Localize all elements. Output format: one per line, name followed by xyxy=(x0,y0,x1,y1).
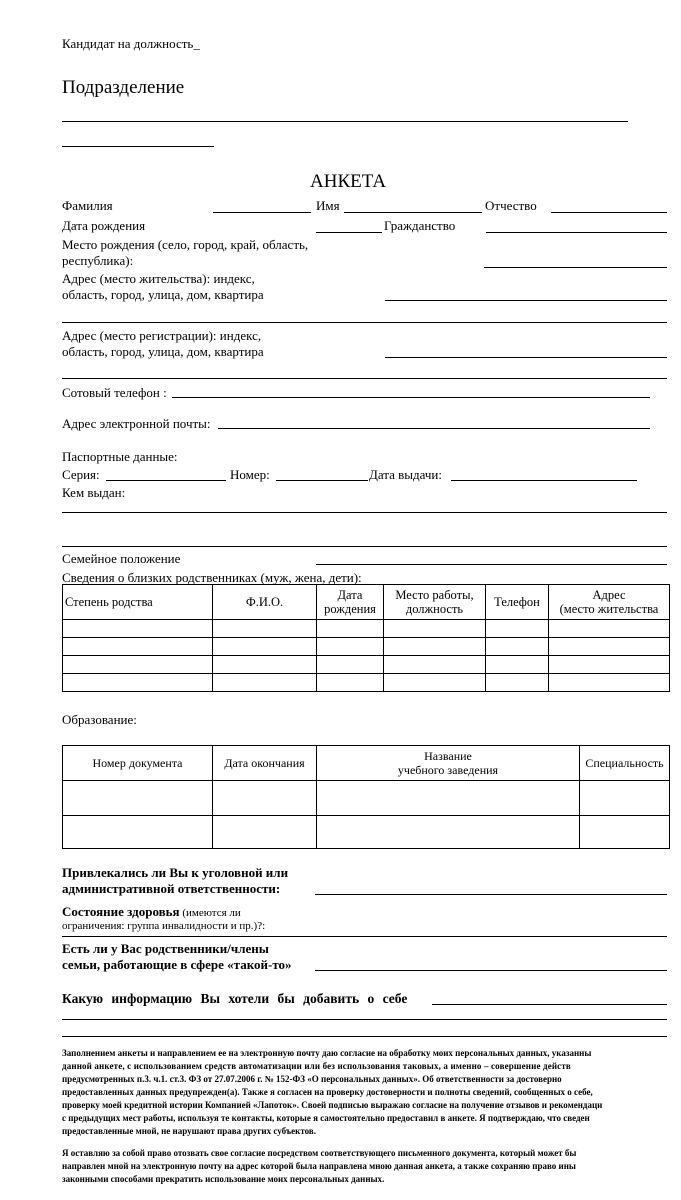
criminal-question-1: Привлекались ли Вы к уголовной или xyxy=(62,865,289,880)
fio-header: Ф.И.О. xyxy=(213,585,317,620)
work-header xyxy=(384,585,486,620)
additional-info-question: Какую информацию Вы хотели бы добавить о себе xyxy=(62,991,408,1006)
table-row[interactable] xyxy=(63,620,670,638)
health-question-1 xyxy=(62,904,241,921)
consent-p1-l6: с предыдущих мест работы, используя те контакты, которые я самостоятельно предоставил в анкете. Я подтверждаю, что сведен xyxy=(62,1113,590,1123)
work-header-line1: Место работы, xyxy=(395,588,474,602)
mobile-phone-field[interactable] xyxy=(172,397,650,398)
relatives-work-question-1: Есть ли у Вас родственники/члены xyxy=(62,941,269,956)
relatives-header-row xyxy=(63,585,670,620)
relation-header: Степень родства xyxy=(63,585,213,620)
consent-p1-l3: предусмотренных п.3. ч.1. ст.3. ФЗ от 27.07.2006 г. № 152-ФЗ «О персональных данных». Об ответственности за достоверно xyxy=(62,1074,562,1084)
birth-place-label-1: Место рождения (село, город, край, область, xyxy=(62,237,309,252)
birth-place-field[interactable] xyxy=(484,267,667,268)
additional-info-field-3[interactable] xyxy=(62,1036,667,1037)
health-answer-field[interactable] xyxy=(62,936,667,937)
registration-field[interactable] xyxy=(385,357,667,358)
additional-info-field-2[interactable] xyxy=(62,1019,667,1020)
education-label: Образование: xyxy=(62,712,137,727)
form-title: АНКЕТА xyxy=(310,171,387,192)
phone-header: Телефон xyxy=(486,585,549,620)
relatives-label: Сведения о близких родственниках (муж, жена, дети): xyxy=(62,570,362,585)
table-row[interactable] xyxy=(63,816,670,849)
registration-label-1: Адрес (место регистрации): индекс, xyxy=(62,328,262,343)
residence-field[interactable] xyxy=(385,300,667,301)
address-header-line1: Адрес xyxy=(592,588,626,602)
residence-label-2: область, город, улица, дом, квартира xyxy=(62,287,264,302)
name-label: Имя xyxy=(316,198,340,213)
birth-date-label: Дата рождения xyxy=(62,218,146,233)
registration-field-2[interactable] xyxy=(62,378,667,379)
issued-by-field[interactable] xyxy=(62,512,667,513)
address-header xyxy=(549,585,670,620)
marital-top-line xyxy=(62,546,667,547)
candidate-position-label: Кандидат на должность_ xyxy=(62,36,200,51)
birth-place-label-2: республика): xyxy=(62,253,134,268)
relatives-work-question-2: семьи, работающие в сфере «такой-то» xyxy=(62,957,292,972)
education-table xyxy=(62,745,670,849)
email-field[interactable] xyxy=(218,428,650,429)
name-field[interactable] xyxy=(344,212,482,213)
email-label: Адрес электронной почты: xyxy=(62,416,211,431)
issue-date-field[interactable] xyxy=(451,480,637,481)
patronymic-label: Отчество xyxy=(485,198,537,213)
birth-date-header xyxy=(317,585,384,620)
health-question-rest: (имеются ли xyxy=(179,907,241,919)
registration-label-2: область, город, улица, дом, квартира xyxy=(62,344,264,359)
institution-header-line2: учебного заведения xyxy=(397,763,499,777)
consent-p1-l1: Заполнением анкеты и направлением ее на электронную почту даю согласие на обработку моих персональных данных, указанны xyxy=(62,1048,592,1058)
table-row[interactable] xyxy=(63,638,670,656)
consent-p2-l2: направлен мной на электронную почту на адрес которой была направлена мною данная анкета, а также сохраняю право ины xyxy=(62,1161,576,1171)
department-field-line[interactable] xyxy=(62,121,628,122)
health-question-2: ограничения: группа инвалидности и пр.)?: xyxy=(62,920,266,932)
consent-p1-l7: предоставленные мной, не нарушают права других субъектов. xyxy=(62,1126,317,1136)
number-label: Номер: xyxy=(230,467,270,482)
number-field[interactable] xyxy=(276,480,368,481)
passport-label: Паспортные данные: xyxy=(62,449,178,464)
residence-label-1: Адрес (место жительства): индекс, xyxy=(62,271,255,286)
issued-by-label: Кем выдан: xyxy=(62,485,126,500)
additional-info-field[interactable] xyxy=(432,1004,667,1005)
marital-status-field[interactable] xyxy=(316,564,667,565)
issue-date-label: Дата выдачи: xyxy=(369,467,443,482)
health-question-bold: Состояние здоровья xyxy=(62,904,180,919)
marital-status-label: Семейное положение xyxy=(62,551,181,566)
consent-p2-l1: Я оставляю за собой право отозвать свое согласие посредством соответствующего письменного документа, который может бы xyxy=(62,1148,577,1158)
citizenship-label: Гражданство xyxy=(384,218,456,233)
department-label: Подразделение xyxy=(62,77,185,98)
department-field-line-2[interactable] xyxy=(62,146,214,147)
series-label: Серия: xyxy=(62,467,100,482)
relatives-table xyxy=(62,584,670,692)
relatives-work-answer-field[interactable] xyxy=(315,970,667,971)
citizenship-field[interactable] xyxy=(486,232,667,233)
doc-number-header: Номер документа xyxy=(63,746,213,781)
table-row[interactable] xyxy=(63,656,670,674)
specialty-header: Специальность xyxy=(580,746,670,781)
birth-header-line1: Дата xyxy=(337,588,363,602)
education-header-row xyxy=(63,746,670,781)
consent-p1-l5: проверку моей кредитной истории Компанией «Лапоток». Своей подписью выражаю согласие на получение отзывов и рекомендаци xyxy=(62,1100,603,1110)
mobile-phone-label: Сотовый телефон : xyxy=(62,385,167,400)
residence-field-2[interactable] xyxy=(62,322,667,323)
table-row[interactable] xyxy=(63,781,670,816)
criminal-answer-field[interactable] xyxy=(315,894,667,895)
institution-header xyxy=(317,746,580,781)
consent-p2-l3: законными способами прекратить использование моих персональных данных. xyxy=(62,1174,385,1184)
surname-field[interactable] xyxy=(213,212,311,213)
address-header-line2: (место жительства xyxy=(559,602,659,616)
patronymic-field[interactable] xyxy=(551,212,667,213)
criminal-question-2: административной ответственности: xyxy=(62,881,281,896)
work-header-line2: должность xyxy=(405,602,464,616)
table-row[interactable] xyxy=(63,674,670,692)
series-field[interactable] xyxy=(106,480,226,481)
surname-label: Фамилия xyxy=(62,198,113,213)
birth-date-field[interactable] xyxy=(316,232,382,233)
end-date-header: Дата окончания xyxy=(213,746,317,781)
birth-header-line2: рождения xyxy=(324,602,376,616)
institution-header-line1: Название xyxy=(424,749,472,763)
consent-p1-l2: данной анкете, с использованием средств автоматизации или без использования таковых, а именно – совершение действ xyxy=(62,1061,571,1071)
consent-p1-l4: предоставленных данных предупрежден(а). Также я согласен на проверку достоверности и полноты сведений, сообщенных о себе, xyxy=(62,1087,593,1097)
